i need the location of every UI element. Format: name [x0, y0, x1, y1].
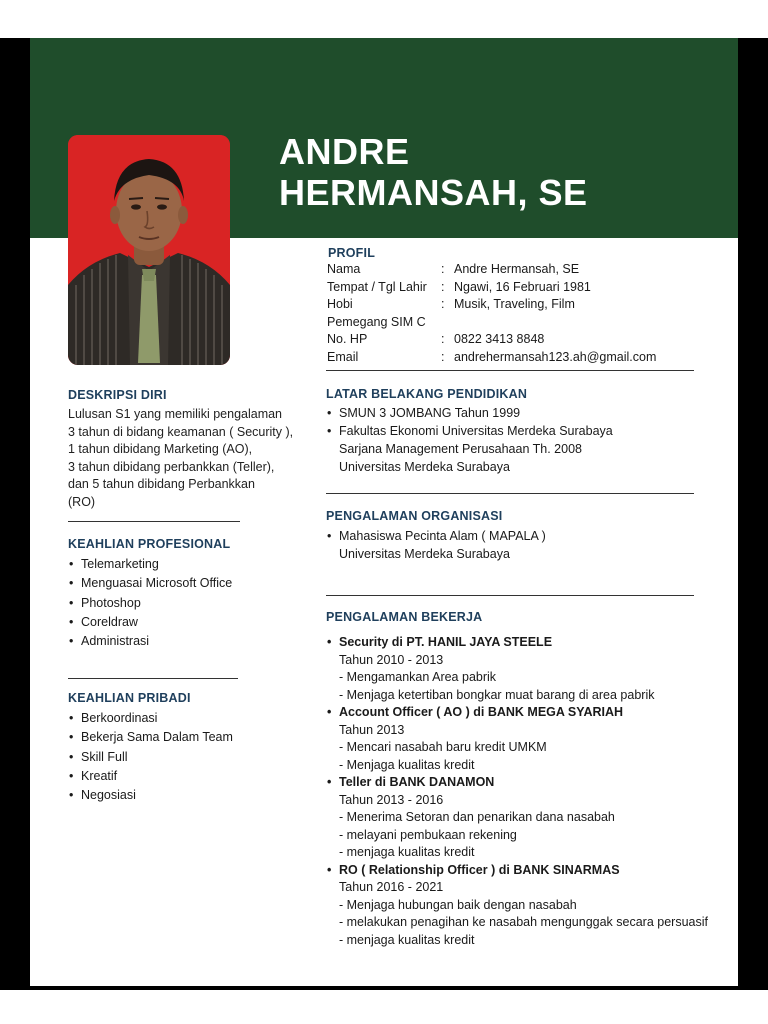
job-duty: - menjaga kualitas kredit [339, 932, 475, 947]
profile-label: Pemegang SIM C [327, 314, 426, 329]
job-duty: - Menjaga kualitas kredit [339, 757, 475, 772]
job-duty: - melayani pembukaan rekening [339, 827, 517, 842]
personal-skills-list [68, 709, 233, 805]
divider [68, 678, 238, 679]
job-title: • RO ( Relationship Officer ) di BANK SINARMAS [327, 862, 732, 880]
profile-label: No. HP [327, 332, 368, 346]
profile-colon: : [441, 349, 445, 364]
profile-value: Andre Hermansah, SE [454, 262, 580, 276]
professional-skills-list [68, 555, 232, 651]
person-portrait-icon [68, 135, 230, 365]
list-item: • Kreatif [68, 767, 233, 786]
bottom-border [0, 986, 768, 990]
description-line: 3 tahun dibidang perbankkan (Teller), [68, 459, 275, 474]
education-line: • Fakultas Ekonomi Universitas Merdeka Surabaya [339, 424, 613, 438]
profile-heading: PROFIL [328, 246, 376, 260]
list-item: • Telemarketing [68, 555, 232, 574]
job-title: • Security di PT. HANIL JAYA STEELE [327, 634, 732, 652]
left-border [0, 38, 30, 990]
job-duty: - menjaga kualitas kredit [339, 845, 475, 859]
list-item: • Administrasi [68, 632, 232, 651]
description-line: dan 5 tahun dibidang Perbankkan [68, 477, 255, 492]
education-line: Universitas Merdeka Surabaya [339, 460, 510, 474]
job-duty: - Mengamankan Area pabrik [339, 670, 497, 684]
description-line: 3 tahun di bidang keamanan ( Security ), [68, 424, 294, 439]
right-border [738, 38, 768, 990]
list-item: • Berkoordinasi [68, 709, 233, 728]
organization-line: Universitas Merdeka Surabaya [339, 547, 510, 561]
divider [68, 521, 240, 522]
profile-colon: : [441, 332, 445, 346]
description-text [68, 406, 318, 512]
list-item: • Photoshop [68, 594, 232, 613]
education-line: Sarjana Management Perusahaan Th. 2008 [339, 442, 582, 456]
job-entry [327, 704, 732, 774]
profile-colon: : [441, 297, 445, 311]
description-line: Lulusan S1 yang memiliki pengalaman [68, 407, 283, 421]
description-line: 1 tahun dibidang Marketing (AO), [68, 442, 253, 457]
profile-photo [68, 135, 230, 365]
organization-heading: PENGALAMAN ORGANISASI [326, 509, 503, 523]
job-entry [327, 862, 732, 950]
job-duty: - Menjaga hubungan baik dengan nasabah [339, 897, 577, 912]
divider [326, 370, 694, 371]
profile-value: Musik, Traveling, Film [454, 297, 575, 311]
profile-value: Ngawi, 16 Februari 1981 [454, 279, 591, 294]
job-duty: - Menjaga ketertiban bongkar muat barang di area pabrik [339, 687, 655, 702]
profile-label: Email [327, 349, 359, 364]
profile-value: 0822 3413 8848 [454, 332, 545, 346]
divider [326, 493, 694, 494]
profile-colon: : [441, 279, 445, 294]
description-heading: DESKRIPSI DIRI [68, 388, 167, 402]
organization-line: • Mahasiswa Pecinta Alam ( MAPALA ) [339, 529, 546, 543]
profile-label: Hobi [327, 297, 353, 311]
organization-list [326, 527, 546, 563]
job-entry [327, 774, 732, 862]
profile-label: Nama [327, 262, 361, 276]
profile-value: andrehermansah123.ah@gmail.com [454, 349, 657, 364]
profile-label: Tempat / Tgl Lahir [327, 279, 427, 294]
list-item [326, 422, 613, 476]
work-list [327, 634, 732, 949]
job-period: Tahun 2013 [339, 722, 405, 737]
job-entry [327, 634, 732, 704]
list-item: • SMUN 3 JOMBANG Tahun 1999 [326, 404, 613, 422]
list-item: • Menguasai Microsoft Office [68, 574, 232, 593]
resume-page [30, 38, 738, 986]
name-title [279, 131, 588, 213]
job-period: Tahun 2016 - 2021 [339, 880, 444, 894]
job-duty: - Mencari nasabah baru kredit UMKM [339, 740, 547, 754]
job-duty: - melakukan penagihan ke nasabah mengunggak secara persuasif [339, 915, 708, 929]
list-item: • Skill Full [68, 748, 233, 767]
professional-skills-heading: KEAHLIAN PROFESIONAL [68, 537, 231, 551]
education-heading: LATAR BELAKANG PENDIDIKAN [326, 387, 528, 401]
job-title: • Account Officer ( AO ) di BANK MEGA SYARIAH [327, 704, 732, 722]
description-line: (RO) [68, 494, 96, 509]
job-title: • Teller di BANK DANAMON [327, 774, 732, 792]
education-list [326, 404, 613, 476]
profile-colon: : [441, 262, 445, 276]
list-item: • Coreldraw [68, 613, 232, 632]
job-duty: - Menerima Setoran dan penarikan dana nasabah [339, 810, 615, 824]
name-line-2: HERMANSAH, SE [279, 172, 588, 213]
job-period: Tahun 2013 - 2016 [339, 792, 444, 807]
divider [326, 595, 694, 596]
personal-skills-heading: KEAHLIAN PRIBADI [68, 691, 191, 705]
list-item: • Bekerja Sama Dalam Team [68, 728, 233, 747]
list-item [326, 527, 546, 563]
name-line-1: ANDRE [279, 131, 410, 172]
job-period: Tahun 2010 - 2013 [339, 652, 444, 667]
work-heading: PENGALAMAN BEKERJA [326, 610, 483, 624]
list-item: • Negosiasi [68, 786, 233, 805]
